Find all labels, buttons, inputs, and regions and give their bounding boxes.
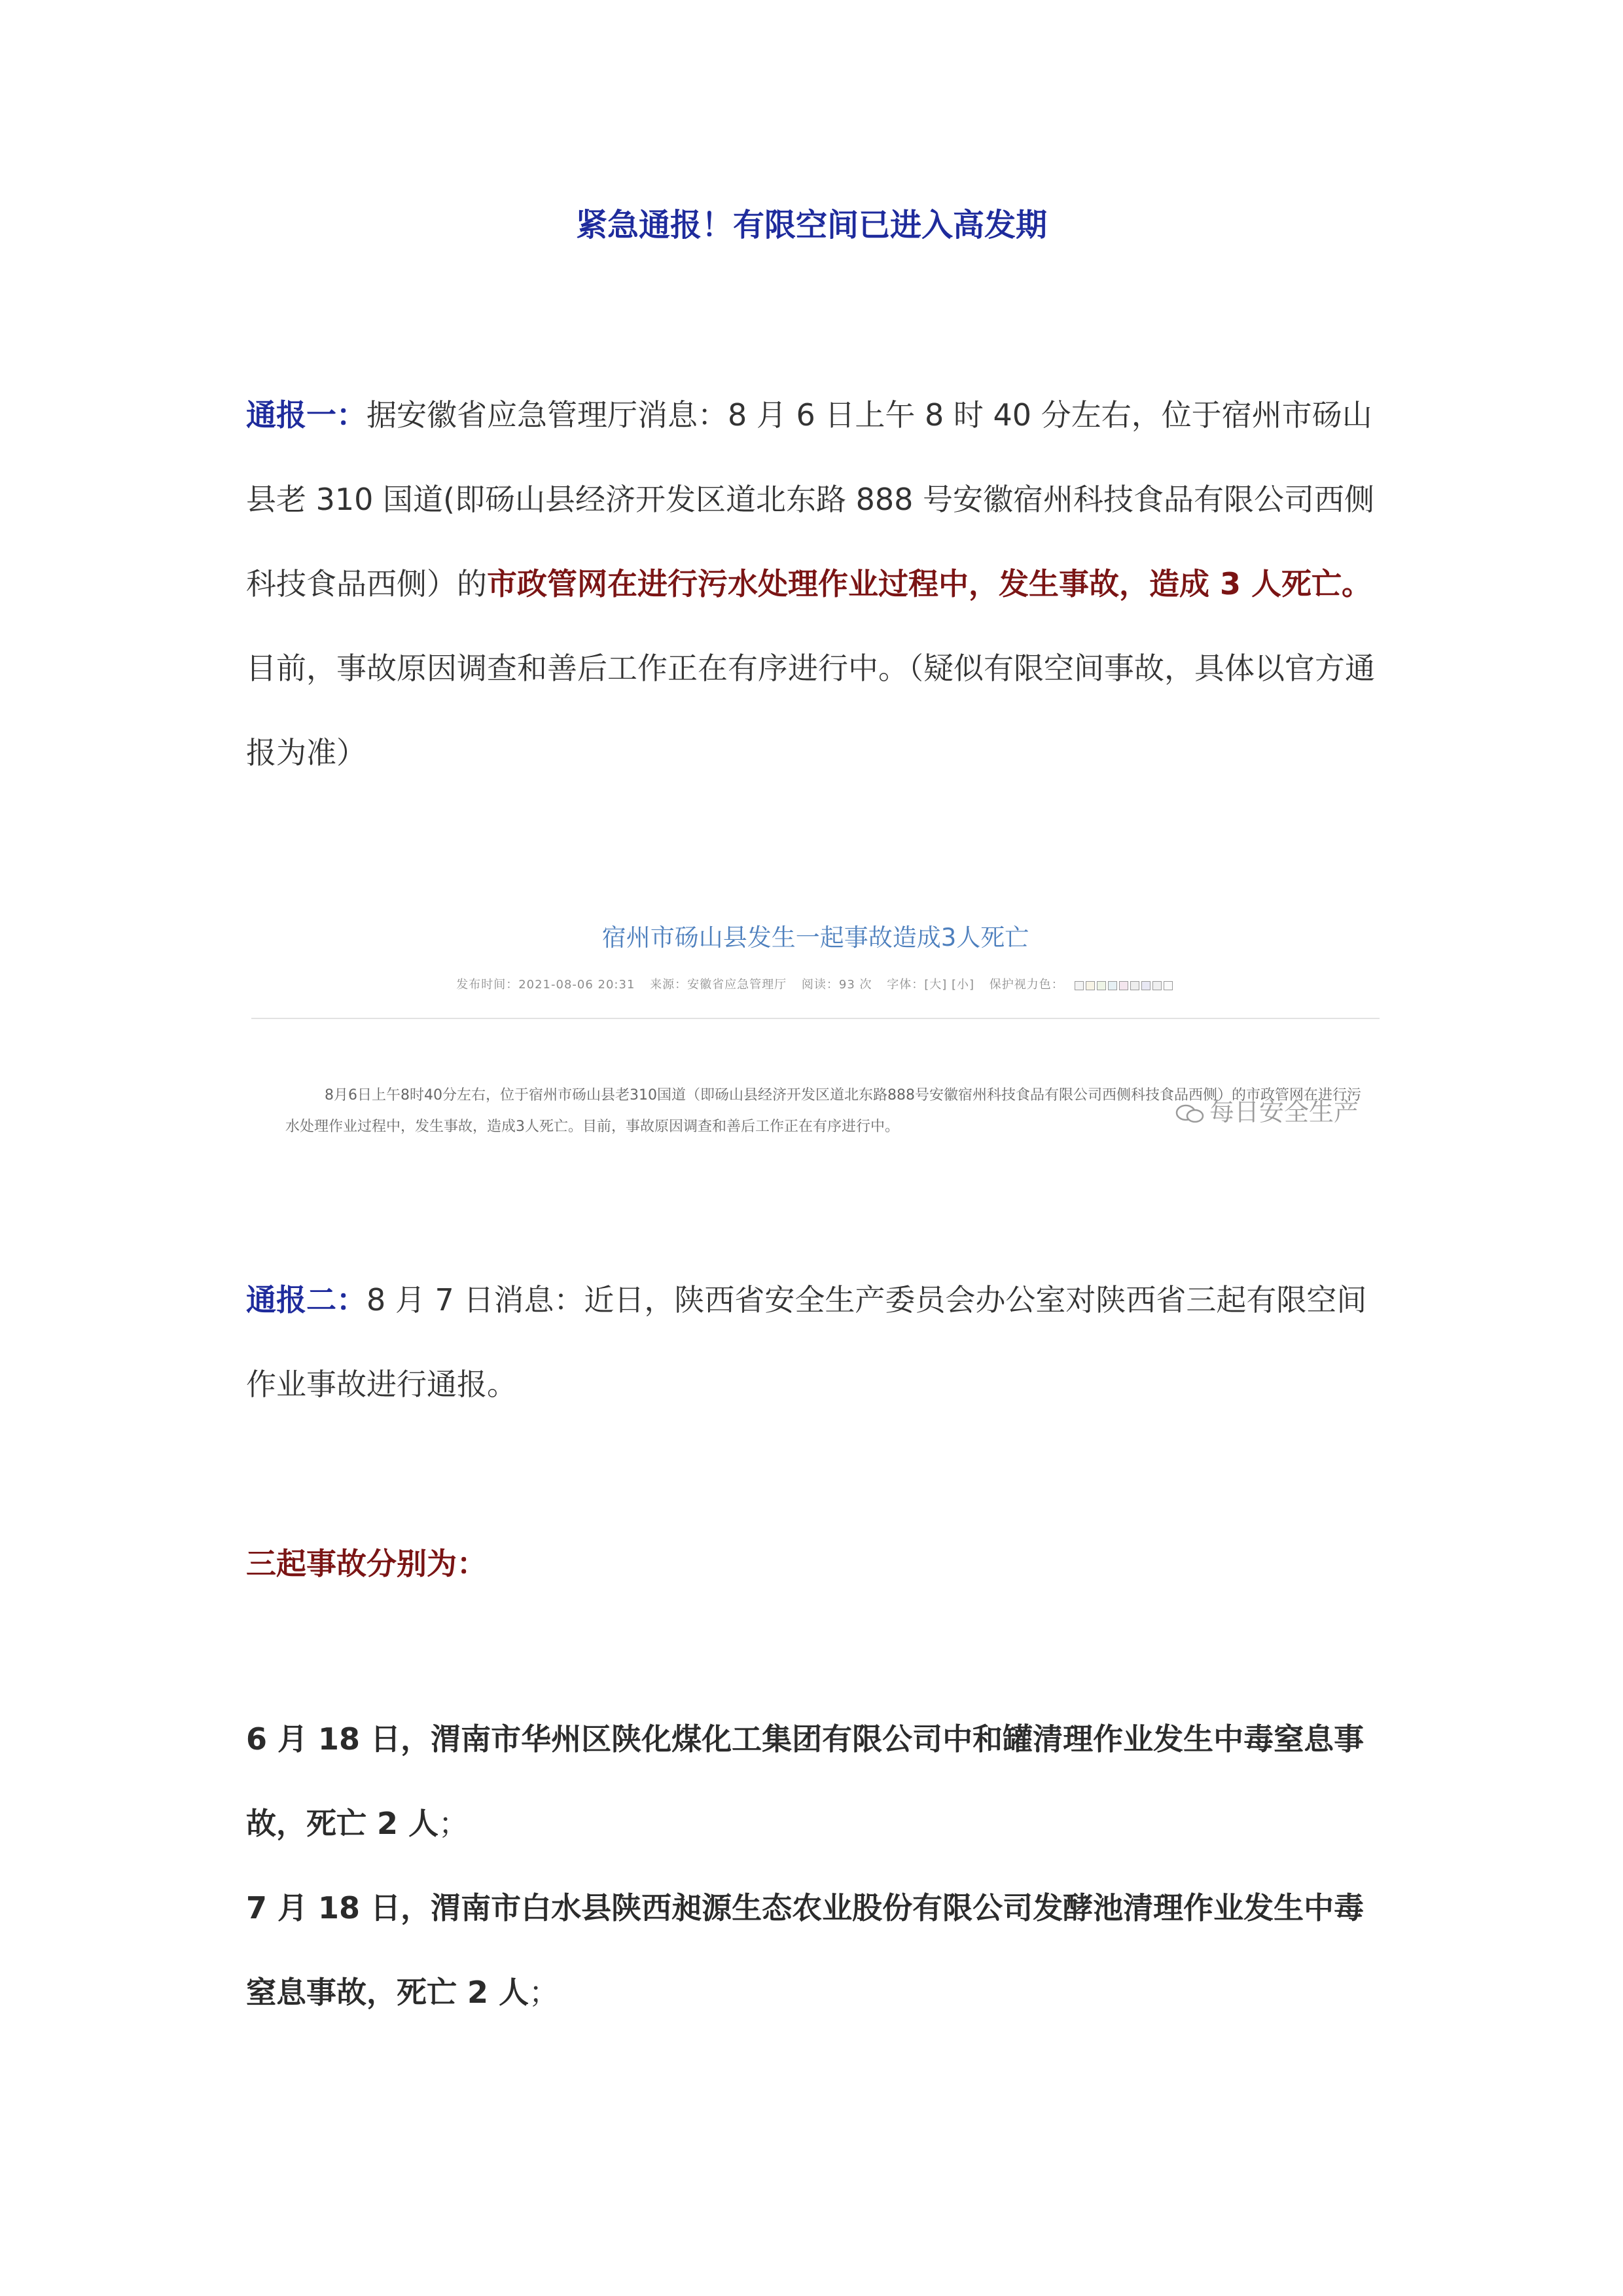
news-font-size: 字体：[大] [小] (887, 978, 975, 992)
report-1-text-b: 目前，事故原因调查和善后工作正在有序进行中。（疑似有限空间事故，具体以官方通报为准） (246, 651, 1375, 770)
report-2-label: 通报二： (246, 1282, 366, 1318)
news-reads: 阅读：93 次 (801, 978, 872, 992)
accident-1: 6 月 18 日，渭南市华州区陕化煤化工集团有限公司中和罐清理作业发生中毒窒息事故，死亡 2 人 (246, 1721, 1364, 1841)
report-2-text: 8 月 7 日消息：近日，陕西省安全生产委员会办公室对陕西省三起有限空间作业事故进行通报。 (246, 1282, 1367, 1402)
report-1-text-a: 据安徽省应急管理厅消息：8 月 6 日上午 8 时 40 分左右，位于宿州市砀山县老 310 国道(即砀山县经济开发区道北东路 888 号安徽宿州科技食品有限公司西侧科技食品西侧）的 (246, 397, 1375, 601)
news-meta (246, 975, 1385, 992)
news-eye-color: 保护视力色： (989, 978, 1064, 992)
news-title: 宿州市砀山县发生一起事故造成3人死亡 (601, 924, 1029, 952)
report-2-paragraph (246, 1258, 1385, 1427)
report-1-highlight: 市政管网在进行污水处理作业过程中，发生事故，造成 3 人死亡。 (487, 566, 1372, 601)
news-source: 来源：安徽省应急管理厅 (650, 978, 787, 992)
watermark-text: 每日安全生产 (1209, 1098, 1359, 1126)
report-1-paragraph (246, 373, 1385, 795)
page-title: 紧急通报！有限空间已进入高发期 (575, 207, 1047, 243)
watermark (1175, 1092, 1359, 1128)
news-divider (251, 1018, 1380, 1019)
news-date: 发布时间：2021-08-06 20:31 (456, 978, 635, 992)
eye-color-swatches (1075, 978, 1175, 992)
accidents-list (246, 1697, 1385, 2035)
accident-2-tail: ； (529, 1975, 560, 2010)
accident-1-tail: ； (438, 1806, 469, 1841)
accident-2: 7 月 18 日，渭南市白水县陕西昶源生态农业股份有限公司发酵池清理作业发生中毒窒息事故，死亡 2 人 (246, 1890, 1364, 2010)
report-1-label: 通报一： (246, 397, 366, 433)
wechat-icon (1175, 1104, 1204, 1124)
accidents-heading: 三起事故分别为： (246, 1546, 487, 1581)
news-body: 8月6日上午8时40分左右，位于宿州市砀山县老310国道（即砀山县经济开发区道北东路888号安徽宿州科技食品有限公司西侧科技食品西侧）的市政管网在进行污水处理作业过程中，发生事故，造成3人死亡。目前，事故原因调查和善后工作正在有序进行中。 (285, 1087, 1361, 1135)
embedded-news-screenshot (246, 884, 1385, 1165)
